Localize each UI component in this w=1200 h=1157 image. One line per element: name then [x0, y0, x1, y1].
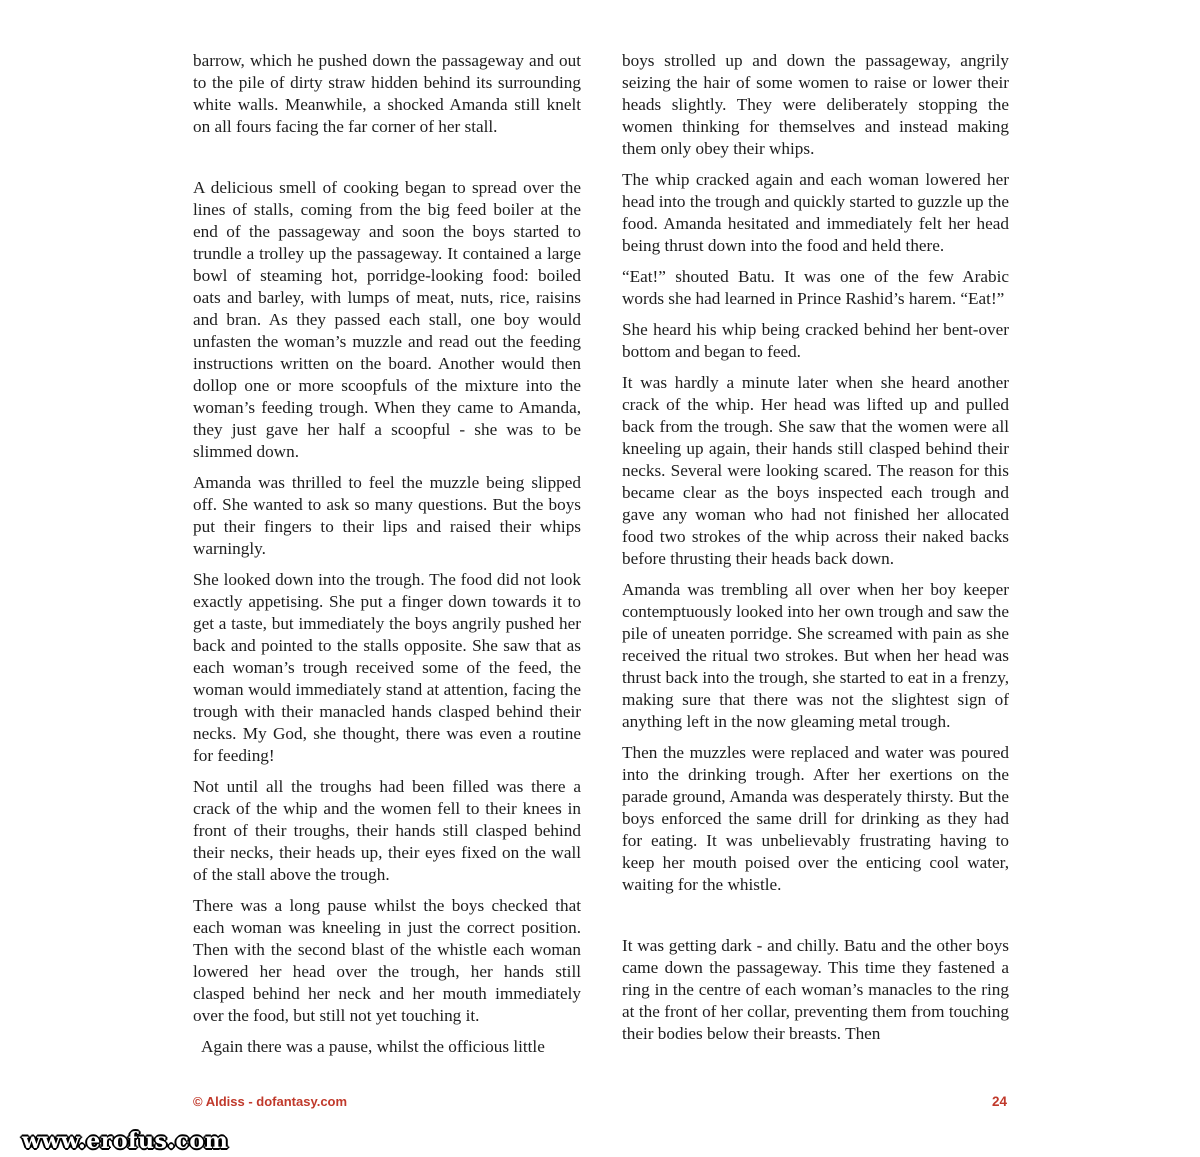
- paragraph: She heard his whip being cracked behind her bent-over bottom and began to feed.: [622, 320, 1009, 361]
- right-text-column: [622, 50, 1009, 1054]
- paragraph: Amanda was thrilled to feel the muzzle being slipped off. She wanted to ask so many questions. But the boys put their fingers to their lips and raised their whips warningly.: [193, 473, 581, 558]
- paragraph: It was getting dark - and chilly. Batu and the other boys came down the passageway. This time they fastened a ring in the centre of each woman’s manacles to the ring at the front of her collar, preventing them from touching their bodies below their breasts. Then: [622, 936, 1009, 1043]
- paragraph: A delicious smell of cooking began to spread over the lines of stalls, coming from the big feed boiler at the end of the passageway and soon the boys started to trundle a trolley up the passageway. It contained a large bowl of steaming hot, porridge-looking food: boiled oats and barley, with lumps of meat, nuts, rice, raisins and bran. As they passed each stall, one boy would unfasten the woman’s muzzle and read out the feeding instructions written on the board. Another would then dollop one or more scoopfuls of the mixture into the woman’s feeding trough. When they came to Amanda, they just gave her half a scoopful - she was to be slimmed down.: [193, 178, 581, 461]
- paragraph: Again there was a pause, whilst the officious little: [201, 1037, 545, 1056]
- paragraph: It was hardly a minute later when she heard another crack of the whip. Her head was lifted up and pulled back from the trough. She saw that the women were all kneeling up again, their hands still clasped behind their necks. Several were looking scared. The reason for this became clear as the boys inspected each trough and gave any woman who had not finished her allocated food two strokes of the whip across their naked backs before thrusting their heads back down.: [622, 373, 1009, 568]
- paragraph: boys strolled up and down the passageway, angrily seizing the hair of some women to raise or lower their heads slightly. They were deliberately stopping the women thinking for themselves and instead making them only obey their whips.: [622, 51, 1009, 158]
- paragraph: barrow, which he pushed down the passageway and out to the pile of dirty straw hidden behind its surrounding white walls. Meanwhile, a shocked Amanda still knelt on all fours facing the far corner of her stall.: [193, 51, 581, 136]
- site-watermark: www.erofus.com: [22, 1128, 229, 1154]
- paragraph: There was a long pause whilst the boys checked that each woman was kneeling in just the correct position. Then with the second blast of the whistle each woman lowered her head over the trough, her hands still clasped behind her neck and her mouth immediately over the food, but still not yet touching it.: [193, 896, 581, 1025]
- page-number: 24: [991, 1094, 1007, 1109]
- left-text-column: [193, 50, 581, 1067]
- copyright-footer: © Aldiss - dofantasy.com: [193, 1094, 348, 1109]
- paragraph: Amanda was trembling all over when her boy keeper contemptuously looked into her own trough and saw the pile of uneaten porridge. She screamed with pain as she received the ritual two strokes. But when her head was thrust back into the trough, she started to eat in a frenzy, making sure that there was not the slightest sign of anything left in the now gleaming metal trough.: [622, 580, 1009, 731]
- paragraph: The whip cracked again and each woman lowered her head into the trough and quickly started to guzzle up the food. Amanda hesitated and immediately felt her head being thrust down into the food and held there.: [622, 170, 1009, 255]
- paragraph: She looked down into the trough. The food did not look exactly appetising. She put a finger down towards it to get a taste, but immediately the boys angrily pushed her back and pointed to the stalls opposite. She saw that as each woman’s trough received some of the feed, the woman would immediately stand at attention, facing the trough with their manacled hands clasped behind their necks. My God, she thought, there was even a routine for feeding!: [193, 570, 581, 765]
- paragraph: Not until all the troughs had been filled was there a crack of the whip and the women fell to their knees in front of their troughs, their hands still clasped behind their necks, their heads up, their eyes fixed on the wall of the stall above the trough.: [193, 777, 581, 884]
- paragraph: “Eat!” shouted Batu. It was one of the few Arabic words she had learned in Prince Rashid’s harem. “Eat!”: [622, 267, 1009, 308]
- paragraph: Then the muzzles were replaced and water was poured into the drinking trough. After her exertions on the parade ground, Amanda was desperately thirsty. But the boys enforced the same drill for drinking as they had for eating. It was unbelievably frustrating having to keep her mouth poised over the enticing cool water, waiting for the whistle.: [622, 743, 1009, 894]
